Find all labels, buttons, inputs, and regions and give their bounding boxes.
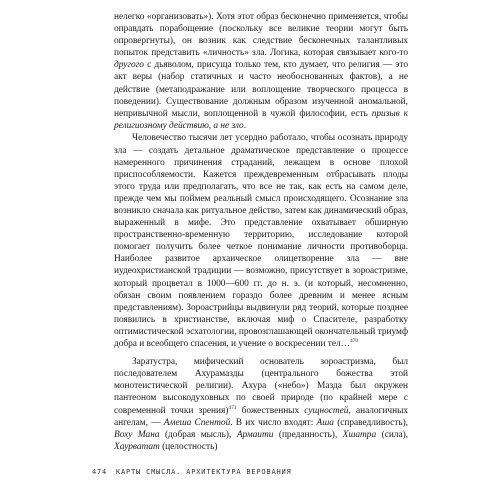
italic-text: Хшатра <box>342 429 377 440</box>
text-run: , аналогичных ангелам, — <box>114 405 408 428</box>
paragraph <box>114 11 408 132</box>
italic-text: призыв к религиозному действию, а не зло <box>114 108 408 131</box>
text-run: (справедливость), <box>333 417 408 428</box>
page-number: 474 <box>92 468 108 476</box>
text-run: (преданность), <box>273 429 343 440</box>
text-run: нелегко «организовать»). Хотя этот образ бесконечно применяется, чтобы оправдать порабощение (поскольку все великие теории могут быть опровергнуты), он возник как следствие бесконечных талантливых попыток представить «личность» зла. Логика, которая связывает кого-то <box>114 12 408 59</box>
page-footer <box>92 468 422 480</box>
footnote-marker: 470 <box>349 337 359 344</box>
italic-text: Воху Мана <box>114 429 160 440</box>
italic-text: Хаурватат <box>114 441 160 452</box>
text-run: (целостность) <box>159 441 218 452</box>
text-run: Человечество тысячи лет усердно работало, чтобы осознать природу зла — создать детальное драматическое представление о процессе намеренного причинения страданий, лежащем в основе плохой приспособляемости. Кажется преждевременным отбрасывать плоды этого труда или предполагать, что все не так, как есть на самом деле, прежде чем мы поймем реальный смысл происходящего. Осознание зла возникло сначала как ритуальное действо, затем как динамический образ, выраженный в мифе. Это представление охватывает обширную пространственно-временную территорию, исследование которой помогает получить более четкое понимание личности противоборца. Наиболее развитое архаическое олицетворение зла — вне иудеохристианской традиции — возможно, присутствует в зороастризме, который процветал в 1000—600 гг. до н. э. (и который, несомненно, обязан своим появлением гораздо более древним и менее ясным представлениям). Зороастрийцы выдвинули ряд теорий, которые позднее появились в христианстве, включая миф о Спасителе, разработку оптимистической эсхатологии, провозглашающей окончательный триумф добра и всеобщего спасения, и учение о воскресении тел… <box>114 133 408 350</box>
italic-text: Аша <box>316 417 334 428</box>
text-run: Заратустра, мифический основатель зороастризма, был последователем Ахурамазды (центрального божества этой монотеистической религии). Ахура («небо») Мазда был окружен пантеоном высокодуховных по своей природе (по крайней мере с современной точки зрения) <box>114 357 408 416</box>
footnote-marker: 471 <box>228 404 237 411</box>
text-run: . В их число входят: <box>230 417 317 428</box>
paragraph <box>114 356 408 453</box>
running-head: КАРТЫ СМЫСЛА. АРХИТЕКТУРА ВЕРОВАНИЯ <box>116 468 292 476</box>
italic-text: Армаити <box>236 429 274 440</box>
body-text <box>114 11 408 453</box>
text-run: (добрая мысль), <box>159 429 237 440</box>
paragraph <box>114 132 408 350</box>
text-run: с дьяволом, присуща только тем, кто думает, что религия — это акт веры (набор статичных и часто необоснованных фактов), а не действие (метаподражание или воплощение творческого процесса в поведении). Существование должным образом изученной аномальной, непривычной мысли, воплощенной в чужой философии, есть <box>114 60 408 119</box>
text-run: божественных <box>236 405 305 416</box>
text-run: . <box>243 120 247 131</box>
italic-text: другого <box>114 60 144 71</box>
italic-text: сущностей <box>304 405 349 416</box>
italic-text: Амеша Спентой <box>163 417 231 428</box>
text-run: (сила), <box>376 429 408 440</box>
